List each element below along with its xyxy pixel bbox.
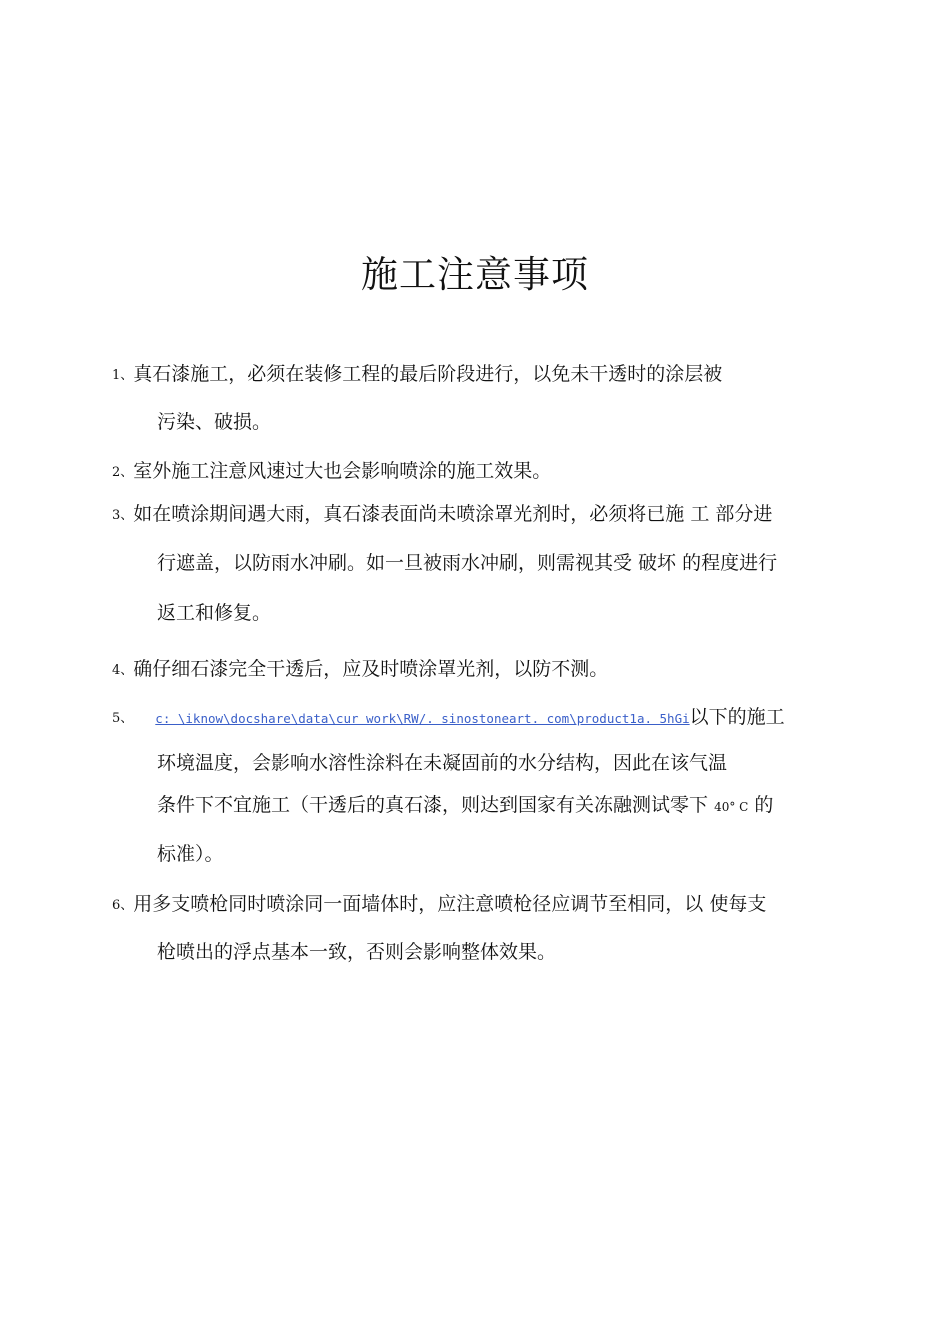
list-item-6 xyxy=(112,889,766,916)
item-continuation xyxy=(157,790,773,817)
item-separator: 、 xyxy=(120,368,134,383)
page-title: 施工注意事项 xyxy=(361,253,589,296)
item-text: 以下的施工 xyxy=(689,706,785,728)
list-item-5 xyxy=(112,702,785,729)
item-text: 真石漆施工，必须在装修工程的最后阶段进行，以免未干透时的涂层被 xyxy=(133,363,723,385)
item-number: 4 xyxy=(112,663,121,678)
item-continuation: 环境温度，会影响水溶性涂料在未凝固前的水分结构，因此在该气温 xyxy=(157,752,728,774)
item-continuation: 返工和修复。 xyxy=(157,602,272,624)
item-text: 的 xyxy=(754,794,774,816)
item-separator: 、 xyxy=(120,898,134,913)
item-continuation: 行遮盖，以防雨水冲刷。如一旦被雨水冲刷，则需视其受 破坏 的程度进行 xyxy=(157,552,778,574)
list-item-3 xyxy=(112,499,772,526)
list-item-1 xyxy=(112,359,722,386)
item-text: 如在喷涂期间遇大雨，真石漆表面尚未喷涂罩光剂时，必须将已施 工 部分进 xyxy=(133,503,773,525)
list-item-4 xyxy=(112,654,608,681)
item-number: 1 xyxy=(112,368,121,383)
list-item-2 xyxy=(112,456,551,483)
item-text: 用多支喷枪同时喷涂同一面墙体时，应注意喷枪径应调节至相同，以 使每支 xyxy=(133,893,767,915)
temperature-value: 40° C xyxy=(714,800,749,814)
item-text: 室外施工注意风速过大也会影响喷涂的施工效果。 xyxy=(133,460,552,482)
item-continuation: 污染、破损。 xyxy=(157,411,272,433)
item-separator: 、 xyxy=(120,663,134,678)
item-number: 5 xyxy=(112,711,121,726)
item-separator: 、 xyxy=(120,711,134,726)
item-text: 条件下不宜施工（干透后的真石漆，则达到国家有关冻融测试零下 xyxy=(157,794,709,816)
item-separator: 、 xyxy=(120,508,134,523)
item-continuation: 标准）。 xyxy=(157,843,224,865)
item-continuation: 枪喷出的浮点基本一致，否则会影响整体效果。 xyxy=(157,941,557,963)
item-number: 2 xyxy=(112,465,121,480)
item-text: 确仔细石漆完全干透后，应及时喷涂罩光剂，以防不测。 xyxy=(133,658,609,680)
file-path-link[interactable]: c: \iknow\docshare\data\cur work\RW/. sinostoneart. com\product1a. 5hGi xyxy=(155,711,690,726)
item-separator: 、 xyxy=(120,465,134,480)
item-number: 6 xyxy=(112,898,121,913)
item-number: 3 xyxy=(112,508,121,523)
